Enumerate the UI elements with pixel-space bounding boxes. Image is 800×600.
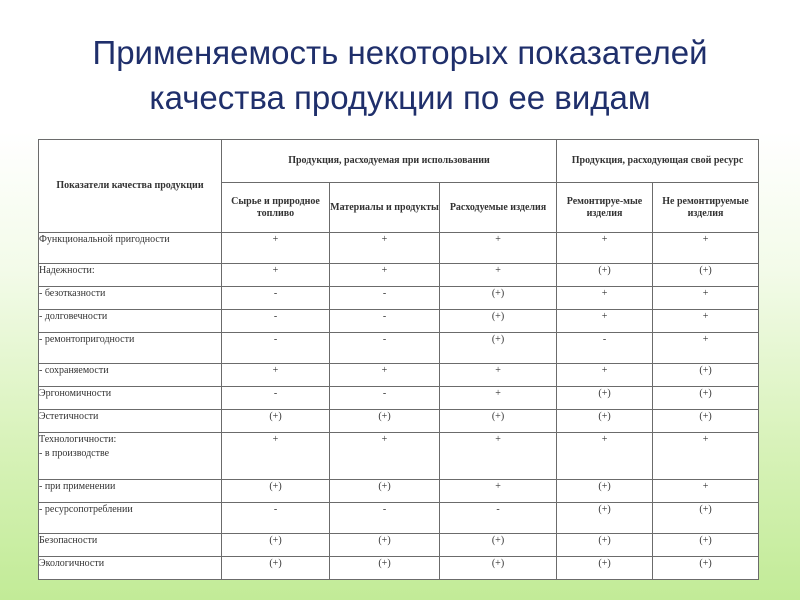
- header-col-consumables-label: Расходуемые изделия: [449, 201, 547, 213]
- row-label-text: - ремонтопригодности: [39, 334, 135, 345]
- applicability-table: [38, 139, 759, 580]
- table-cell: (+): [557, 480, 653, 503]
- table-cell: (+): [222, 480, 330, 503]
- table-cell: +: [440, 480, 557, 503]
- table-cell: (+): [440, 534, 557, 557]
- row-label: [39, 233, 222, 264]
- row-label: [39, 333, 222, 364]
- table-cell: (+): [557, 264, 653, 287]
- table-cell: (+): [653, 410, 759, 433]
- table-cell: +: [557, 287, 653, 310]
- table-cell: +: [653, 310, 759, 333]
- table-row: [39, 410, 759, 433]
- row-label: [39, 503, 222, 534]
- table-cell: +: [653, 233, 759, 264]
- table-row: [39, 387, 759, 410]
- table-cell: +: [222, 264, 330, 287]
- table-body: [39, 233, 759, 580]
- row-label-text: - сохраняемости: [39, 365, 109, 376]
- row-label-subtext: - в производстве: [39, 448, 110, 459]
- row-label: [39, 387, 222, 410]
- row-label: [39, 534, 222, 557]
- row-label: [39, 287, 222, 310]
- table-cell: (+): [557, 503, 653, 534]
- table-cell: +: [653, 433, 759, 480]
- table-cell: +: [557, 233, 653, 264]
- header-group-resource-label: Продукция, расходующая свой ресурс: [571, 155, 744, 166]
- table-cell: +: [222, 233, 330, 264]
- slide-title: [0, 30, 800, 120]
- header-col-consumables: [440, 183, 557, 233]
- row-label-text: Эргономичности: [39, 388, 112, 399]
- table-row: [39, 503, 759, 534]
- table-cell: (+): [222, 557, 330, 580]
- table-cell: +: [440, 364, 557, 387]
- table-cell: +: [440, 433, 557, 480]
- row-label-text: Функциональной пригодности: [39, 234, 170, 245]
- row-label: [39, 557, 222, 580]
- header-col-raw: [222, 183, 330, 233]
- row-label-text: - ресурсопотреблении: [39, 504, 133, 515]
- row-label: [39, 410, 222, 433]
- header-col-repairable-label: Ремонтируе-мые изделия: [566, 195, 643, 219]
- table-cell: (+): [440, 287, 557, 310]
- table-cell: +: [653, 480, 759, 503]
- table-cell: (+): [653, 503, 759, 534]
- table-cell: +: [440, 264, 557, 287]
- table-row: [39, 480, 759, 503]
- header-col-raw-label: Сырье и природное топливо: [231, 195, 320, 219]
- header-col-nonrepairable-label: Не ремонтируемые изделия: [662, 195, 749, 219]
- table-cell: (+): [653, 264, 759, 287]
- header-col-nonrepairable: [653, 183, 759, 233]
- header-row-1: [39, 140, 759, 183]
- table-cell: +: [557, 364, 653, 387]
- table-cell: -: [222, 503, 330, 534]
- table-cell: (+): [440, 310, 557, 333]
- table-cell: -: [222, 387, 330, 410]
- row-label: [39, 364, 222, 387]
- row-label-text: Надежности:: [39, 265, 95, 276]
- table-cell: (+): [440, 333, 557, 364]
- table-cell: (+): [557, 534, 653, 557]
- table-row: [39, 264, 759, 287]
- table-cell: (+): [440, 410, 557, 433]
- row-label: [39, 310, 222, 333]
- table-cell: +: [330, 433, 440, 480]
- table-cell: +: [330, 233, 440, 264]
- table-cell: -: [222, 310, 330, 333]
- table-cell: +: [440, 387, 557, 410]
- table-row: [39, 333, 759, 364]
- row-label-text: - безотказности: [39, 288, 106, 299]
- table-cell: -: [330, 287, 440, 310]
- table-cell: (+): [653, 387, 759, 410]
- row-label: [39, 264, 222, 287]
- row-label-text: - при применении: [39, 481, 116, 492]
- slide-title-line-2: качества продукции по ее видам: [149, 79, 651, 116]
- table-cell: (+): [222, 534, 330, 557]
- table-cell: +: [330, 264, 440, 287]
- table-cell: +: [653, 333, 759, 364]
- table-row: [39, 233, 759, 264]
- header-group-resource: [557, 140, 759, 183]
- header-col-repairable: [557, 183, 653, 233]
- table-row: [39, 557, 759, 580]
- table-cell: +: [440, 233, 557, 264]
- table-cell: (+): [653, 557, 759, 580]
- row-label-text: Эстетичности: [39, 411, 99, 422]
- row-label-text: Безопасности: [39, 535, 98, 546]
- row-label-text: Экологичности: [39, 558, 105, 569]
- table-row: [39, 310, 759, 333]
- header-group-consumed-label: Продукция, расходуемая при использовании: [288, 155, 490, 166]
- table-cell: -: [330, 310, 440, 333]
- table-cell: -: [330, 387, 440, 410]
- table-cell: (+): [653, 364, 759, 387]
- row-label: [39, 480, 222, 503]
- table-cell: (+): [557, 557, 653, 580]
- table-row: [39, 534, 759, 557]
- header-col-materials: [330, 183, 440, 233]
- table-cell: +: [653, 287, 759, 310]
- header-group-consumed: [222, 140, 557, 183]
- table-cell: -: [222, 287, 330, 310]
- table-row: [39, 433, 759, 480]
- header-indicator: [39, 140, 222, 233]
- slide-title-line-1: Применяемость некоторых показателей: [92, 34, 708, 71]
- table-cell: -: [440, 503, 557, 534]
- table-cell: (+): [557, 410, 653, 433]
- table-cell: +: [222, 364, 330, 387]
- table-cell: (+): [440, 557, 557, 580]
- table-cell: -: [222, 333, 330, 364]
- row-label: [39, 433, 222, 480]
- table-cell: (+): [330, 534, 440, 557]
- table-cell: (+): [557, 387, 653, 410]
- table-cell: +: [557, 310, 653, 333]
- row-label-text: - долговечности: [39, 311, 108, 322]
- table-row: [39, 287, 759, 310]
- table-cell: (+): [330, 557, 440, 580]
- table-cell: (+): [330, 410, 440, 433]
- table-cell: -: [330, 333, 440, 364]
- table-cell: -: [557, 333, 653, 364]
- row-label-text: Технологичности:: [39, 434, 117, 445]
- table-cell: (+): [330, 480, 440, 503]
- table-cell: +: [557, 433, 653, 480]
- table-cell: (+): [222, 410, 330, 433]
- table-cell: +: [330, 364, 440, 387]
- header-indicator-label: Показатели качества продукции: [56, 180, 204, 191]
- table-cell: +: [222, 433, 330, 480]
- table-cell: -: [330, 503, 440, 534]
- table-row: [39, 364, 759, 387]
- table-cell: (+): [653, 534, 759, 557]
- header-col-materials-label: Материалы и продукты: [330, 201, 439, 213]
